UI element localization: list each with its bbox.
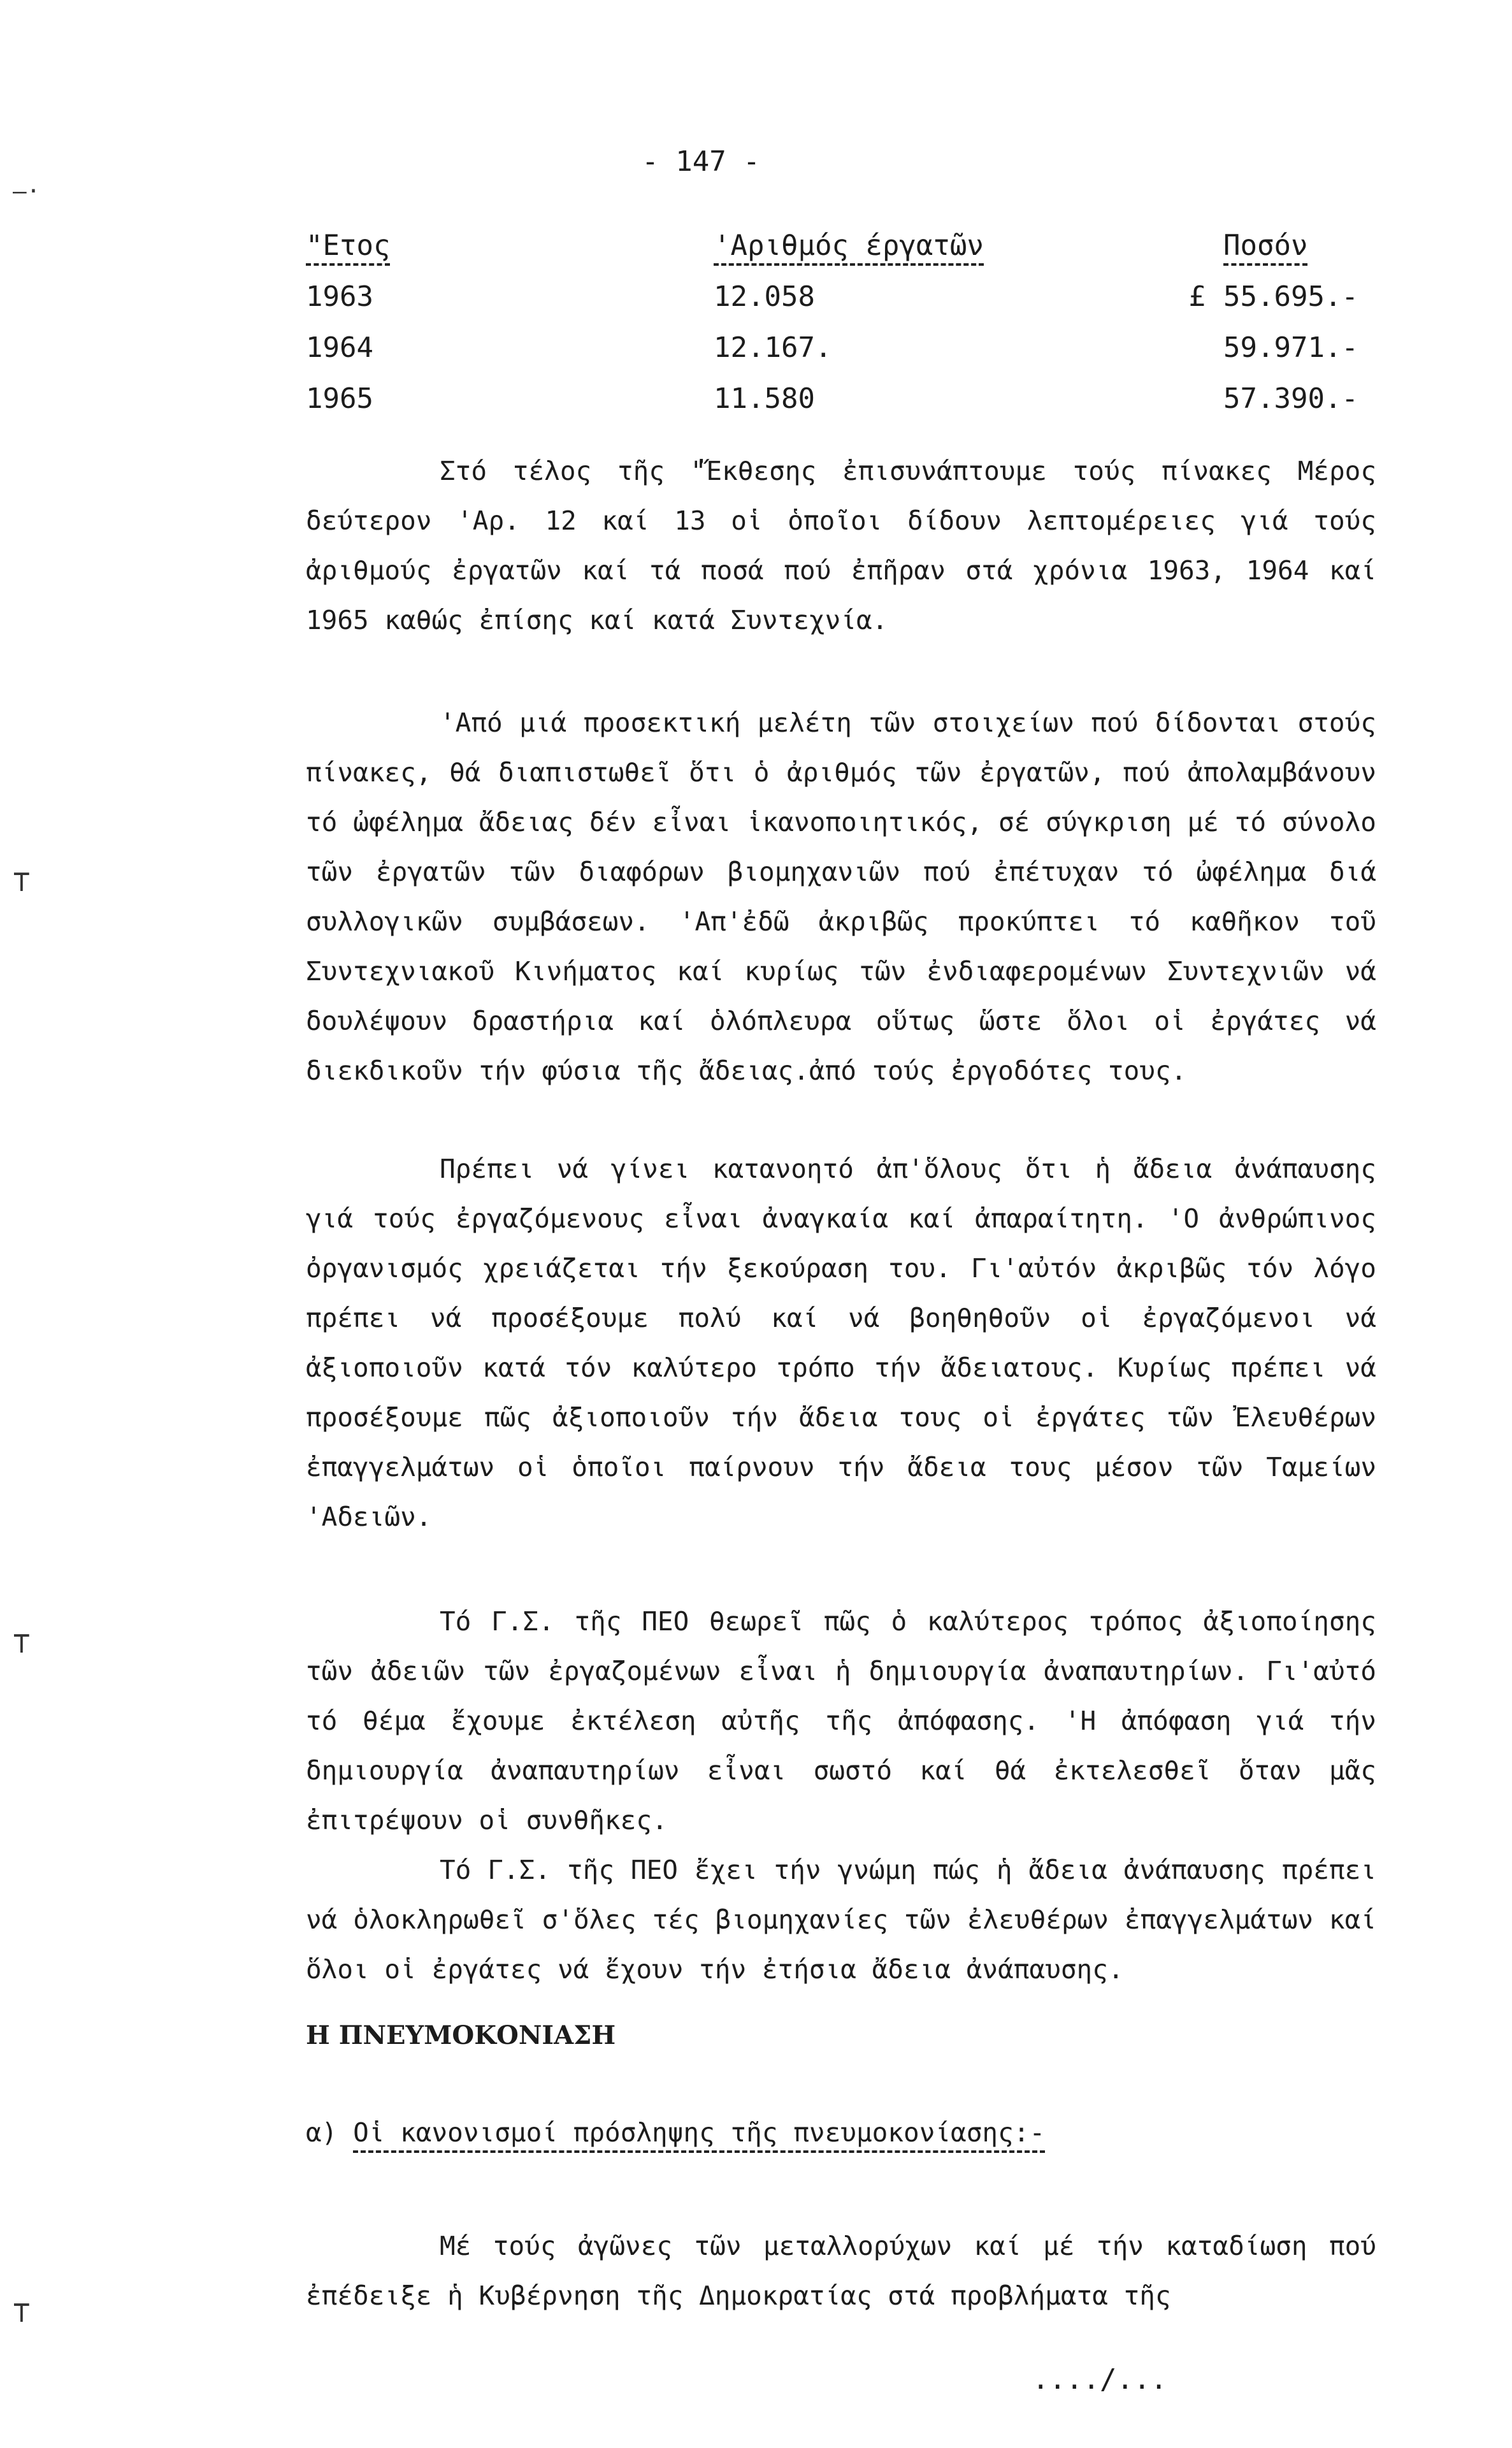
cell-year: 1963 [306,280,373,313]
paragraph-rest-leave: Πρέπει νά γίνει κατανοητό ἀπ'ὅλους ὅτι ἡ ἄδεια ἀνάπαυσης γιά τούς ἐργαζόμενους εἶναι ἀναγκαία καί ἀπαραίτητη. 'Ο ἀνθρώπινος ὀργανισμός χρειάζεται τήν ξεκούραση του. Γι'αὐτόν ἀκριβῶς τόν λόγο πρέπει νά προσέξουμε πολύ καί νά βοηθηθοῦν οἱ ἐργαζόμενοι νά ἀξιοποιοῦν κατά τόν καλύτερο τρόπο τήν ἄδειατους. Κυρίως πρέπει νά προσέξουμε πῶς ἀξιοποιοῦν τήν ἄδεια τους οἱ ἐργάτες τῶν Ἐλευθέρων ἐπαγγελμάτων οἱ ὁποῖοι παίρνουν τήν ἄδεια τους μέσον τῶν Ταμείων 'Αδειῶν. [306,1154,1376,1532]
margin-scribble: —· [13,178,41,205]
subsection-heading [306,2117,1045,2148]
cell-amount: £ 55.695.- [1223,280,1415,331]
subsection-marker: α) [306,2117,338,2148]
header-amount: Ποσόν [1223,229,1415,280]
header-year: "Ετος [306,229,714,280]
cell-year: 1965 [306,382,373,415]
paragraph-study-of-data: 'Από μιά προσεκτική μελέτη τῶν στοιχείων πού δίδονται στούς πίνακες, θά διαπιστωθεῖ ὅτι ὁ ἀριθμός τῶν ἐργατῶν, πού ἀπολαμβάνουν τό ὠφέλημα ἄδειας δέν εἶναι ἱκανοποιητικός, σέ σύγκριση μέ τό σύνολο τῶν ἐργατῶν τῶν διαφόρων βιομηχανιῶν πού ἐπέτυχαν τό ὠφέλημα διά συλλογικῶν συμβάσεων. 'Απ'ἐδῶ ἀκριβῶς προκύπτει τό καθῆκον τοῦ Συντεχνιακοῦ Κινήματος καί κυρίως τῶν ἐνδιαφερομένων Συντεχνιῶν νά δουλέψουν δραστήρια καί ὁλόπλευρα οὕτως ὥστε ὅλοι οἱ ἐργάτες νά διεκδικοῦν τήν φύσια τῆς ἄδειας.ἀπό τούς ἐργοδότες τους. [306,707,1376,1086]
punch-hole-mark: ⊤ [13,1625,31,1660]
cell-year: 1964 [306,331,373,364]
table-row [306,331,1415,382]
continuation-marker: ..../... [1032,2363,1167,2396]
cell-workers: 12.167. [714,331,832,364]
page-number: - 147 - [642,145,760,178]
currency-symbol: £ [1188,280,1206,313]
cell-amount: 59.971.- [1223,331,1358,364]
table-row [306,280,1415,331]
punch-hole-mark: ⊤ [13,864,31,898]
paragraph-tables-reference: Στό τέλος τῆς "Ἔκθεσης ἐπισυνάπτουμε τούς πίνακες Μέρος δεύτερον 'Αρ. 12 καί 13 οἱ ὁποῖοι δίδουν λεπτομέρειες γιά τούς ἀριθμούς ἐργατῶν καί τά ποσά πού ἐπῆραν στά χρόνια 1963, 1964 καί 1965 καθώς ἐπίσης καί κατά Συντεχνία. [306,456,1376,635]
cell-amount: 57.390.- [1223,382,1358,415]
subsection-title: Οἱ κανονισμοί πρόσληψης τῆς πνευμοκονίασης:- [353,2117,1045,2153]
header-workers: 'Αριθμός έργατῶν [714,229,1223,280]
paragraph-rest-homes: Τό Γ.Σ. τῆς ΠΕΟ θεωρεῖ πῶς ὁ καλύτερος τρόπος ἀξιοποίησης τῶν ἀδειῶν τῶν ἐργαζομένων εἶναι ἡ δημιουργία ἀναπαυτηρίων. Γι'αὐτό τό θέμα ἔχουμε ἐκτέλεση αὐτῆς τῆς ἀπόφασης. 'Η ἀπόφαση γιά τήν δημιουργία ἀναπαυτηρίων εἶναι σωστό καί θά ἐκτελεσθεῖ ὅταν μᾶς ἐπιτρέψουν οἱ συνθῆκες. [306,1606,1376,1836]
section-heading: Η ΠΝΕΥΜΟΚΟΝΙΑΣΗ [306,2020,616,2050]
paragraph-annual-leave: Τό Γ.Σ. τῆς ΠΕΟ ἔχει τήν γνώμη πώς ἡ ἄδεια ἀνάπαυσης πρέπει νά ὁλοκληρωθεῖ σ'ὅλες τές βιομηχανίες τῶν ἐλευθέρων ἐπαγγελμάτων καί ὅλοι οἱ ἐργάτες νά ἔχουν τήν ἐτήσια ἄδεια ἀνάπαυσης. [306,1855,1376,1985]
cell-workers: 12.058 [714,280,815,313]
table-row [306,382,1415,433]
paragraph-miners-struggles: Μέ τούς ἀγῶνες τῶν μεταλλορύχων καί μέ τήν καταδίωση πού ἐπέδειξε ἡ Κυβέρνηση τῆς Δημοκρατίας στά προβλήματα τῆς [306,2231,1376,2311]
cell-workers: 11.580 [714,382,815,415]
workers-table [306,229,1415,433]
punch-hole-mark: ⊤ [13,2294,31,2329]
table-header-row [306,229,1415,280]
